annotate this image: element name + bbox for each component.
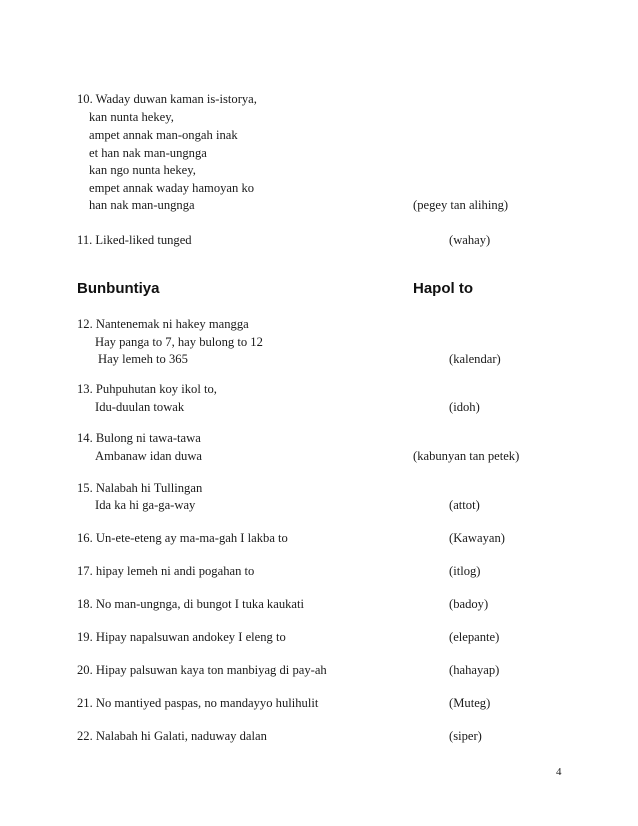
riddle-18-answer: (badoy) [449,597,489,611]
riddle-10-line-5: kan ngo nunta hekey, [89,163,196,177]
riddle-21: 21. No mantiyed paspas, no mandayyo hulihulit [77,696,319,710]
riddle-16: 16. Un-ete-eteng ay ma-ma-gah I lakba to [77,531,288,545]
riddle-17: 17. hipay lemeh ni andi pogahan to [77,564,255,578]
riddle-21-answer: (Muteg) [449,696,491,710]
riddle-12-line-3: Hay lemeh to 365 [98,352,188,366]
riddle-19: 19. Hipay napalsuwan andokey I eleng to [77,630,286,644]
riddle-10-answer: (pegey tan alihing) [413,198,509,212]
section-heading-bunbuntiya: Bunbuntiya [77,280,160,297]
riddle-19-answer: (elepante) [449,630,500,644]
riddle-13-answer: (idoh) [449,400,480,414]
page-number: 4 [556,766,562,778]
riddle-22: 22. Nalabah hi Galati, naduway dalan [77,729,267,743]
riddle-13-line-2: Idu-duulan towak [95,400,185,414]
riddle-15-line-2: Ida ka hi ga-ga-way [95,498,196,512]
riddle-10-line-7: han nak man-ungnga [89,198,195,212]
riddle-10-line-6: empet annak waday hamoyan ko [89,181,255,195]
riddle-10-line-3: ampet annak man-ongah inak [89,128,238,142]
riddle-12-line-1: 12. Nantenemak ni hakey mangga [77,317,249,331]
riddle-18: 18. No man-ungnga, di bungot I tuka kaukati [77,597,304,611]
riddle-10-line-4: et han nak man-ungnga [89,146,207,160]
riddle-17-answer: (itlog) [449,564,481,578]
riddle-14-answer: (kabunyan tan petek) [413,449,520,463]
riddle-10-line-1: 10. Waday duwan kaman is-istorya, [77,92,257,106]
riddle-14-line-2: Ambanaw idan duwa [95,449,203,463]
riddle-11: 11. Liked-liked tunged [77,233,192,247]
riddle-13-line-1: 13. Puhpuhutan koy ikol to, [77,382,217,396]
riddle-15-line-1: 15. Nalabah hi Tullingan [77,481,203,495]
riddle-12-answer: (kalendar) [449,352,501,366]
riddle-10-line-2: kan nunta hekey, [89,110,174,124]
riddle-20-answer: (hahayap) [449,663,500,677]
riddle-11-answer: (wahay) [449,233,491,247]
riddle-20: 20. Hipay palsuwan kaya ton manbiyag di pay-ah [77,663,327,677]
riddle-16-answer: (Kawayan) [449,531,505,545]
riddle-22-answer: (siper) [449,729,482,743]
riddle-15-answer: (attot) [449,498,480,512]
section-heading-hapol-to: Hapol to [413,280,473,297]
riddle-12-line-2: Hay panga to 7, hay bulong to 12 [95,335,263,349]
riddle-14-line-1: 14. Bulong ni tawa-tawa [77,431,201,445]
